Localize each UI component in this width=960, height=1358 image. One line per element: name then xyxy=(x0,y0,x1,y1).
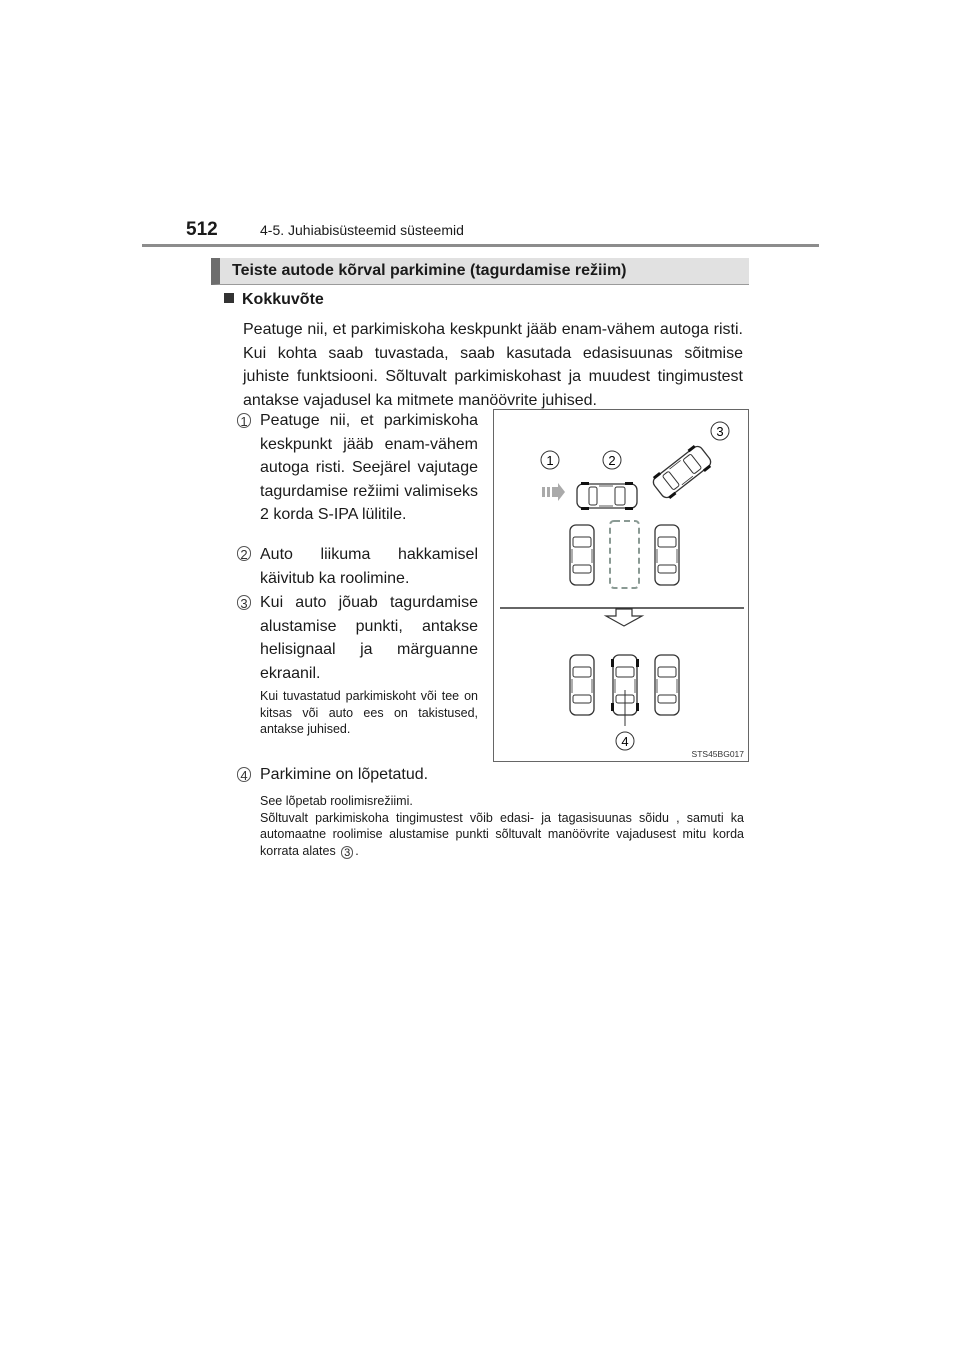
step-reference: 3 xyxy=(341,846,353,859)
summary-heading xyxy=(224,291,324,309)
step-note-3: Kui tuvastatud parkimiskoht või tee on kitsas või auto ees on takistused, antakse juhised. xyxy=(260,689,478,736)
figure-code: STS45BG017 xyxy=(691,749,744,759)
step-number-2: 2 xyxy=(237,546,251,561)
square-bullet-icon xyxy=(224,293,234,303)
footnote-line-1: See lõpetab roolimisrežiimi. xyxy=(260,794,413,808)
step-text-2: Auto liikuma hakkamisel käivitub ka roolimine. xyxy=(260,546,478,587)
footnote-text: Sõltuvalt parkimiskoha tingimustest võib edasi- ja tagasisuunas sõidu , samuti ka automaatne roolimise alustamise punkti sõltuvalt manöövrite vajadusest mitu korda korrata alates xyxy=(260,810,744,858)
footnote-line-2 xyxy=(260,810,744,860)
section-banner xyxy=(211,258,749,285)
step-text-1: Peatuge nii, et parkimiskoha keskpunkt jääb enam-vähem autoga risti. Seejärel vajutage tagurdamise režiimi valimiseks 2 korda S-IPA lülitile. xyxy=(260,412,478,523)
marker-4 xyxy=(616,732,634,750)
page-number: 512 xyxy=(186,219,218,240)
chapter-title: 4-5. Juhiabisüsteemid süsteemid xyxy=(260,222,464,238)
car-position-1-2 xyxy=(577,482,637,510)
step-number-3: 3 xyxy=(237,595,251,610)
parked-car-left-bottom xyxy=(570,655,594,715)
parked-car-right-bottom xyxy=(655,655,679,715)
step-number-4: 4 xyxy=(237,767,251,782)
svg-text:1: 1 xyxy=(546,453,554,468)
header-rule xyxy=(142,244,819,247)
footnote-period: . xyxy=(355,843,359,858)
summary-heading-label: Kokkuvõte xyxy=(242,291,324,308)
parked-car-right xyxy=(655,525,679,585)
step-text-3: Kui auto jõuab tagurdamise alustamise punkti, antakse helisignaal ja märguanne ekraanil. xyxy=(260,594,478,682)
marker-3 xyxy=(711,422,729,440)
step-text-4: Parkimine on lõpetatud. xyxy=(260,766,429,783)
parked-car-left xyxy=(570,525,594,585)
marker-2 xyxy=(603,451,621,469)
svg-text:3: 3 xyxy=(716,424,724,439)
parking-diagram xyxy=(493,409,749,762)
forward-arrow-icon xyxy=(542,483,565,501)
summary-text: Peatuge nii, et parkimiskoha keskpunkt jääb enam-vähem autoga risti. Kui kohta saab tuvastada, saab kasutada edasisuunas sõitmise juhiste funktsiooni. Sõltuvalt parkimiskohast ja muudest tingimustest antakse vajadusel ka mitmete manöövrite juhised. xyxy=(243,321,743,409)
section-title: Teiste autode kõrval parkimine (tagurdamise režiim) xyxy=(232,262,627,279)
svg-text:2: 2 xyxy=(608,453,616,468)
target-parking-space xyxy=(610,521,639,588)
svg-text:4: 4 xyxy=(621,734,629,749)
step-number-1: 1 xyxy=(237,413,251,428)
down-arrow-icon xyxy=(606,609,642,626)
parking-diagram-drawing xyxy=(494,410,748,761)
footnote xyxy=(260,793,744,859)
car-position-3 xyxy=(650,442,715,501)
marker-1 xyxy=(541,451,559,469)
